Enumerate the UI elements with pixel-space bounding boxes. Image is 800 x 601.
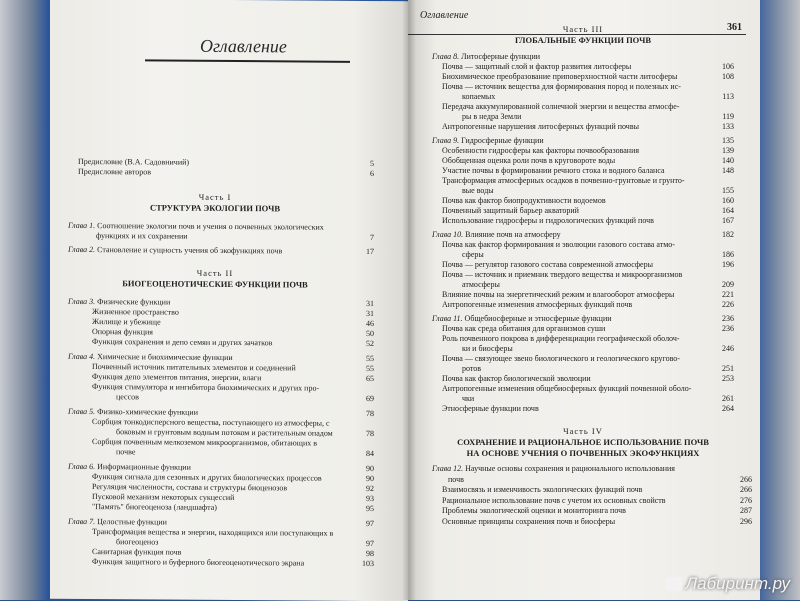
page-ref: 103 xyxy=(362,558,374,569)
toc-entry: Почва как фактор биологической эволюции xyxy=(442,374,591,383)
page-ref: 97 xyxy=(366,538,374,549)
page-ref: 221 xyxy=(722,290,734,299)
page-ref: 266 xyxy=(740,485,752,494)
page-ref: 93 xyxy=(366,493,374,504)
page-ref: 106 xyxy=(722,62,734,71)
toc-entry: почв xyxy=(448,474,464,484)
toc-entry: Почва как фактор биопродуктивности водоемов xyxy=(442,196,606,205)
page-ref: 5 xyxy=(370,158,374,169)
toc-entry: Этносферные функции почв xyxy=(442,404,539,413)
chapter-label: Глава 12. xyxy=(432,464,464,473)
toc-entry: Антропогенные изменения атмосферных функций почв xyxy=(442,300,633,309)
toc-entry: Антропогенные изменения общебиосферных функций почвенной оболо- xyxy=(442,384,692,393)
page-ref: 55 xyxy=(366,353,374,364)
page-ref: 226 xyxy=(722,300,734,309)
toc-entry: Роль почвенного покрова в дифференциации географической оболоч- xyxy=(442,334,680,343)
page-ref: 90 xyxy=(366,473,374,484)
page-ref: 78 xyxy=(366,408,374,419)
toc-entry: сферы xyxy=(462,250,484,259)
page-ref: 155 xyxy=(722,186,734,195)
toc-entry: Биохимическое преобразование приповерхностной части литосферы xyxy=(442,72,678,81)
page-ref: 6 xyxy=(370,168,374,179)
page-ref: 276 xyxy=(740,495,752,505)
book-gutter xyxy=(402,0,416,600)
part-heading: БИОГЕОЦЕНОТИЧЕСКИЕ ФУНКЦИИ ПОЧВ xyxy=(122,278,308,290)
toc-entry: ки и биосферы xyxy=(462,344,513,353)
page-ref: 261 xyxy=(722,394,734,403)
toc-entry: Проблемы экологической оценки и мониторинга почв xyxy=(442,506,626,515)
left-page xyxy=(50,0,408,601)
toc-entry: Глава 7. Целостные функции xyxy=(68,516,167,527)
toc-entry: Почва — связующее звено биологического и геологического кругово- xyxy=(442,354,680,363)
page-ref: 253 xyxy=(722,374,734,383)
toc-entry: Жизненное пространство xyxy=(92,307,179,317)
running-header: Оглавление xyxy=(420,10,469,21)
toc-entry: атмосферы xyxy=(462,280,500,289)
toc-entry: Глава 4. Химические и биохимические функции xyxy=(68,351,233,363)
toc-entry: Почва — регулятор газового состава современной атмосферы xyxy=(442,260,653,269)
toc-entry: Взаимосвязь и изменчивость экологических функций почв xyxy=(442,485,643,494)
page-ref: 31 xyxy=(366,298,374,309)
page-ref: 296 xyxy=(740,516,752,526)
chapter-label: Глава 8. xyxy=(432,52,460,61)
toc-entry: Глава 5. Физико-химические функции xyxy=(68,406,198,417)
toc-entry: Функция стимулятора и ингибитора биохимических и других про- xyxy=(92,382,320,393)
page-ref: 119 xyxy=(722,112,734,121)
toc-entry: Почва — защитный слой и фактор развития литосферы xyxy=(442,62,632,71)
part-heading: СТРУКТУРА ЭКОЛОГИИ ПОЧВ xyxy=(150,202,280,214)
toc-entry: ры в недра Земли xyxy=(462,112,522,121)
toc-entry: Функция сохранения и депо семян и других зачатков xyxy=(92,337,273,348)
toc-entry: Регуляция численности, состава и структуры биоценозов xyxy=(92,482,288,493)
title-underline xyxy=(145,59,350,62)
toc-entry: биогеоценоз xyxy=(116,537,159,547)
chapter-label: Глава 11. xyxy=(432,314,463,323)
chapter-label: Глава 9. xyxy=(432,136,460,145)
toc-entry: Пусковой механизм некоторых сукцессий xyxy=(92,492,235,503)
toc-entry: Особенности гидросферы как факторы почвообразования xyxy=(442,146,640,155)
toc-entry: "Память" биогеоценоза (ландшафта) xyxy=(92,502,217,512)
toc-entry: Почва — источник и приемник твердого вещества и микроорганизмов xyxy=(442,270,683,279)
toc-entry: Глава 9. Гидросферные функции xyxy=(432,136,544,145)
page-ref: 84 xyxy=(366,448,374,459)
toc-entry: Глава 11. Общебиосферные и этносферные функции xyxy=(432,314,612,323)
chapter-label: Глава 5. xyxy=(68,406,96,417)
page-ref: 182 xyxy=(722,230,734,239)
toc-entry: Почвенный источник питательных элементов и соединений xyxy=(92,362,296,373)
toc-entry: функциях и их сохранении xyxy=(96,231,188,241)
toc-entry: Функция сигнала для сезонных и других биологических процессов xyxy=(92,472,322,483)
watermark-text: Лабиринт.ру xyxy=(685,574,790,593)
toc-entry: Глава 3. Физические функции xyxy=(68,296,171,307)
part-label: Часть IV xyxy=(563,426,603,436)
page-ref: 139 xyxy=(722,146,734,155)
part-heading: ГЛОБАЛЬНЫЕ ФУНКЦИИ ПОЧВ xyxy=(515,35,651,45)
toc-entry: Обобщенная оценка роли почв в круговороте воды xyxy=(442,156,616,165)
chapter-label: Глава 6. xyxy=(68,461,96,472)
toc-entry: Участие почвы в формировании речного стока и водного баланса xyxy=(442,166,665,175)
toc-entry: почве xyxy=(116,447,136,457)
toc-entry: Влияние почвы на энергетический режим и влагооборот атмосферы xyxy=(442,290,675,299)
toc-entry: Предисловие авторов xyxy=(78,166,152,177)
part-label: Часть I xyxy=(198,191,232,203)
toc-entry: Функция депо элементов питания, энергии, влаги xyxy=(92,372,262,383)
page-ref: 167 xyxy=(722,216,734,225)
toc-entry: Почвенный защитный барьер акваторий xyxy=(442,206,579,215)
toc-entry: Глава 10. Влияние почв на атмосферу xyxy=(432,230,561,239)
toc-entry: Функция защитного и буферного биогеоценотического экрана xyxy=(92,557,305,568)
toc-entry: Санитарная функция почв xyxy=(92,547,182,557)
toc-entry: боковым и грунтовым водным потоком и растительным опадом xyxy=(116,427,333,438)
page-ref: 148 xyxy=(722,166,734,175)
toc-entry: чки xyxy=(462,394,475,403)
page-ref: 90 xyxy=(366,463,374,474)
labirint-logo-icon xyxy=(666,577,682,591)
page-ref: 97 xyxy=(366,518,374,529)
toc-entry: Основные принципы сохранения почв и биосферы xyxy=(442,516,616,526)
part-label: Часть III xyxy=(562,24,604,34)
page-ref: 17 xyxy=(366,246,374,257)
page-ref: 7 xyxy=(370,232,374,243)
page-title: Оглавление xyxy=(200,35,287,57)
toc-entry: Опорная функция xyxy=(92,327,153,337)
toc-entry: копаемых xyxy=(462,92,496,101)
page-ref: 31 xyxy=(366,308,374,319)
toc-entry: Сорбция почвенным мелкоземом микроорганизмов, обитающих в xyxy=(92,437,317,448)
toc-entry: Предисловие (В.А. Садовничий) xyxy=(78,156,190,167)
page-ref: 236 xyxy=(722,314,734,323)
chapter-label: Глава 7. xyxy=(68,516,96,527)
chapter-label: Глава 2. xyxy=(68,244,96,255)
page-ref: 140 xyxy=(722,156,734,165)
part-heading: СОХРАНЕНИЕ И РАЦИОНАЛЬНОЕ ИСПОЛЬЗОВАНИЕ ПОЧВ НА ОСНОВЕ УЧЕНИЯ О ПОЧВЕННЫХ ЭКОФУНКЦИЯХ xyxy=(457,437,709,458)
toc-entry: Глава 2. Становление и сущность учения об экофункциях почв xyxy=(68,244,283,256)
page-ref: 78 xyxy=(366,428,374,439)
toc-entry: Глава 8. Литосферные функции xyxy=(432,52,541,61)
toc-entry: Почва — источник вещества для формирования пород и полезных ис- xyxy=(442,82,681,91)
toc-entry: вые воды xyxy=(462,186,494,195)
page-ref: 186 xyxy=(722,250,734,259)
toc-entry: Почва как среда обитания для организмов суши xyxy=(442,324,606,333)
right-page xyxy=(408,0,760,600)
page-ref: 209 xyxy=(722,280,734,289)
page-ref: 65 xyxy=(366,373,374,384)
page-ref: 264 xyxy=(722,404,734,413)
page-ref: 50 xyxy=(366,328,374,339)
page-ref: 246 xyxy=(722,344,734,353)
toc-entry: Использование гидросферы и гидрологических функций почв xyxy=(442,216,654,225)
page-number: 361 xyxy=(727,22,742,33)
chapter-label: Глава 3. xyxy=(68,296,96,307)
page-ref: 55 xyxy=(366,363,374,374)
toc-entry: Трансформация атмосферных осадков в почвенно-грунтовые и грунто- xyxy=(442,176,685,185)
page-ref: 95 xyxy=(366,503,374,514)
toc-entry: Глава 6. Информационные функции xyxy=(68,461,191,472)
toc-entry: Рациональное использование почв с учетом их основных свойств xyxy=(442,495,666,505)
page-ref: 69 xyxy=(366,393,374,404)
part-label: Часть II xyxy=(196,267,234,279)
chapter-label: Глава 4. xyxy=(68,351,96,362)
toc-entry: Трансформация вещества и энергии, находящихся или поступающих в xyxy=(92,527,334,538)
page-ref: 52 xyxy=(366,338,374,349)
chapter-label: Глава 10. xyxy=(432,230,464,239)
page-ref: 196 xyxy=(722,260,734,269)
page-ref: 287 xyxy=(740,506,752,515)
toc-entry: Передача аккумулированной солнечной энергии и вещества атмосфе- xyxy=(442,102,680,111)
toc-entry: Сорбция тонкодисперсного вещества, поступающего из атмосферы, с xyxy=(92,417,330,428)
page-ref: 266 xyxy=(740,474,752,484)
toc-entry: цессов xyxy=(116,392,139,402)
page-ref: 108 xyxy=(722,72,734,81)
chapter-label: Глава 1. xyxy=(68,220,96,231)
page-ref: 135 xyxy=(722,136,734,145)
page-ref: 133 xyxy=(722,122,734,131)
page-ref: 164 xyxy=(722,206,734,215)
toc-entry: Почва как фактор формирования и эволюции газового состава атмо- xyxy=(442,240,675,249)
watermark xyxy=(666,574,790,594)
toc-entry: Антропогенные нарушения литосферных функций почвы xyxy=(442,122,639,131)
page-ref: 160 xyxy=(722,196,734,205)
page-ref: 236 xyxy=(722,324,734,333)
toc-entry: Жилище и убежище xyxy=(92,317,161,327)
toc-entry: ротов xyxy=(462,364,482,373)
page-ref: 98 xyxy=(366,548,374,559)
toc-entry: Глава 12. Научные основы сохранения и рационального использования xyxy=(432,464,675,473)
page-ref: 92 xyxy=(366,483,374,494)
page-ref: 251 xyxy=(722,364,734,373)
toc-entry: Глава 1. Соотношение экологии почв и учения о почвенных экологических xyxy=(68,220,324,232)
page-ref: 113 xyxy=(722,92,734,101)
page-ref: 46 xyxy=(366,318,374,329)
